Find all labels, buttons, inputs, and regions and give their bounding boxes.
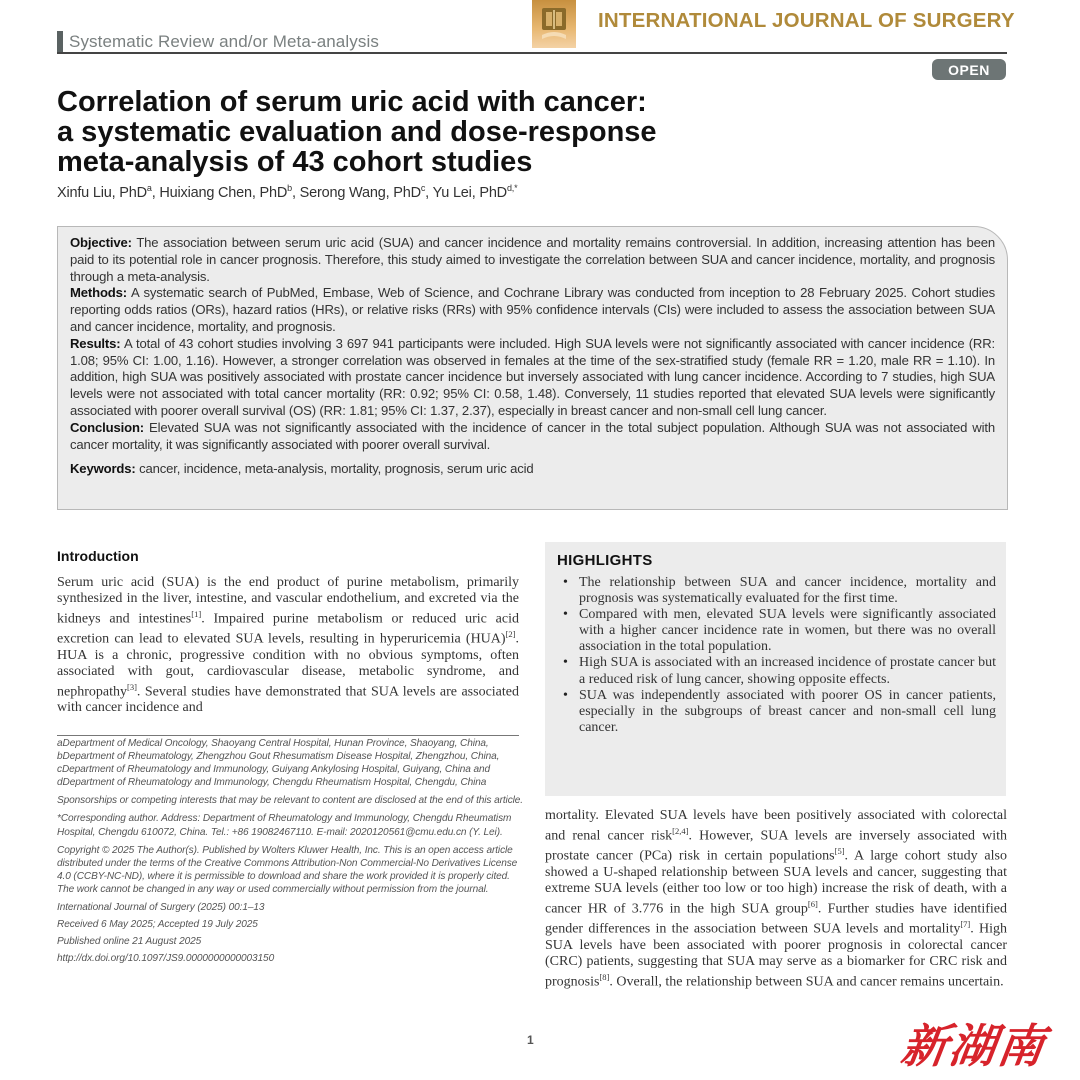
section-label: [57, 30, 379, 54]
abstract-methods: [70, 285, 995, 335]
conclusion-label: Conclusion:: [70, 419, 144, 435]
header-rule: [57, 52, 1007, 54]
body-text: . Several studies have demonstrated that SUA levels are associated with cancer incidence and: [57, 684, 519, 716]
results-text: A total of 43 cohort studies involving 3 697 941 participants were included. High SUA levels were not significantly associated with cancer incidence (RR: 1.08; 95% CI: 1.00, 1.16). However, a stronger correlation was observed in females at the time of the sex-stratified study (female RR = 1.20, male RR = 1.10). In addition, high SUA was positively associated with prostate cancer incidence but inversely associated with lung cancer incidence. According to 7 studies, high SUA levels were not associated with total cancer mortality (RR: 0.92; 95% CI: 0.58, 1.48). Conversely, 11 studies reported that elevated SUA levels were significantly associated with poorer overall survival (OS) (RR: 1.81; 95% CI: 1.37, 2.37), especially in breast cancer and non-small cell lung cancer.: [70, 335, 996, 418]
footnotes: [57, 737, 527, 969]
body-text: . Further studies have identified gender differences in the association between SUA levels and mortality: [545, 901, 1007, 938]
citation-link[interactable]: [5]: [834, 846, 845, 857]
abstract-results: [70, 336, 995, 420]
author-affiliation-mark: c: [420, 183, 426, 193]
methods-text: A systematic search of PubMed, Embase, Web of Science, and Cochrane Library was conducted from inception to 28 February 2025. Cohort studies reporting odds ratios (ORs), hazard ratios (HRs), or relative risks (RRs) with 95% confidence intervals (CIs) were included to assess the association between SUA and cancer incidence, mortality, and prognosis.: [70, 285, 996, 334]
results-label: Results:: [70, 335, 121, 351]
watermark-logo: 新湖南: [897, 1019, 1050, 1073]
abstract-box: [57, 226, 1008, 510]
body-text: . High SUA levels have been associated with poorer prognosis in colorectal cancer (CRC) patients, suggesting that SUA may serve as a biomarker for CRC risk and prognosis: [545, 922, 1007, 990]
corresponding-author: *Corresponding author. Address: Department of Rheumatology and Immunology, Chengdu Rheumatism Hospital, Chengdu 610072, China. Tel.: +86 19082467110. E-mail: 2020120561@cmu.edu.cn (Y. Lei).: [57, 813, 512, 838]
citation-link[interactable]: [2]: [505, 629, 516, 640]
methods-label: Methods:: [70, 285, 127, 301]
body-text: . Impaired purine metabolism or reduced uric acid excretion can lead to elevated SUA levels, resulting in hyperuricemia (HUA): [57, 611, 519, 648]
published-date: Published online 21 August 2025: [57, 936, 202, 948]
affiliations: aDepartment of Medical Oncology, Shaoyang Central Hospital, Hunan Province, Shaoyang, China, bDepartment of Rheumatology, Zhengzhou Gout Rhesumatism Disease Hospital, Zhengzhou, China, cDepartment of Rheumatology and Immunology, Guiyang Ankylosing Hospital, Guiyang, China and dDepartment of Rheumatology and Immunology, Chengdu Rheumatism Hospital, Chengdu, China: [57, 738, 500, 789]
author-name: Yu Lei, PhD: [432, 184, 507, 201]
body-text: Serum uric acid (SUA) is the end product of purine metabolism, primarily synthesized in the liver, intestine, and vascular endothelium, and excreted via the kidneys and intestines: [57, 575, 519, 627]
journal-citation: International Journal of Surgery (2025) 00:1–13: [57, 902, 265, 914]
objective-label: Objective:: [70, 235, 132, 250]
highlight-item: • The relationship between SUA and cancer incidence, mortality and prognosis was systematically evaluated for the first time.: [557, 575, 996, 607]
open-access-badge: OPEN: [932, 59, 1006, 80]
received-accepted-dates: Received 6 May 2025; Accepted 19 July 2025: [57, 919, 258, 931]
keywords-label: Keywords:: [70, 461, 136, 477]
author-affiliation-mark: b: [287, 183, 292, 193]
body-text: . HUA is a chronic, progressive condition with no obvious symptoms, often associated with gout, cardiovascular disease, metabolic syndrome, and nephropathy: [57, 632, 519, 700]
author-affiliation-mark: d,*: [506, 183, 518, 193]
section-label-bar: [57, 31, 63, 53]
objective-text: The association between serum uric acid (SUA) and cancer incidence and mortality remains controversial. In addition, increasing attention has been paid to its potential role in cancer prognosis. Therefore, this study aimed to investigate the correlation between SUA and cancer incidence, mortality, and prognosis through a meta-analysis.: [70, 235, 995, 284]
highlight-item: • Compared with men, elevated SUA levels were significantly associated with a higher cancer incidence rate in women, but there was no overall association in the total population.: [557, 607, 996, 655]
author-name: Serong Wang, PhD: [299, 184, 421, 201]
citation-link[interactable]: [2,4]: [672, 825, 689, 836]
highlight-item: • High SUA is associated with an increased incidence of prostate cancer but a reduced risk of lung cancer, showing opposite effects.: [557, 655, 996, 687]
abstract-conclusion: [70, 420, 995, 454]
section-label-text: Systematic Review and/or Meta-analysis: [69, 32, 379, 51]
author-name: Xinfu Liu, PhD: [57, 184, 147, 201]
author-affiliation-mark: a: [146, 183, 152, 193]
journal-name: INTERNATIONAL JOURNAL OF SURGERY: [598, 9, 1015, 32]
introduction-body: [57, 575, 519, 716]
title-line: Correlation of serum uric acid with cancer:: [57, 86, 647, 118]
highlights-list: [557, 575, 996, 736]
highlights-heading: HIGHLIGHTS: [557, 552, 653, 569]
author-list: Xinfu Liu, PhD$^a$, Huixiang Chen, PhD$^b$, Serong Wang, PhD$^c$, Yu Lei, PhD$^{d,*}$: [57, 183, 518, 201]
article-title: [57, 87, 957, 177]
conclusion-text: Elevated SUA was not significantly associated with the incidence of cancer in the total subject population. Although SUA was not associated with cancer mortality, it was significantly associated with poorer overall survival.: [70, 419, 995, 452]
doi-link[interactable]: http://dx.doi.org/10.1097/JS9.0000000000003150: [57, 953, 275, 965]
journal-crest-icon: [532, 0, 576, 48]
keywords-text: cancer, incidence, meta-analysis, mortality, prognosis, serum uric acid: [139, 461, 534, 477]
highlight-item: • SUA was independently associated with poorer OS in cancer patients, especially in the subgroups of breast cancer and non-small cell lung cancer.: [557, 688, 996, 736]
body-text: mortality. Elevated SUA levels have been positively associated with colorectal and renal cancer risk: [545, 808, 1007, 844]
page-number: 1: [527, 1033, 534, 1047]
introduction-continuation: [545, 808, 1007, 990]
highlights-box: [545, 542, 1006, 796]
author-name: Huixiang Chen, PhD: [159, 184, 288, 201]
citation-link[interactable]: [8]: [599, 971, 610, 982]
abstract-keywords: [70, 461, 995, 478]
title-line: meta-analysis of 43 cohort studies: [57, 146, 533, 178]
citation-link[interactable]: [7]: [960, 919, 971, 930]
citation-link[interactable]: [3]: [126, 681, 137, 692]
body-text: . A large cohort study also showed a U-shaped relationship between SUA levels and cancer, suggesting that extreme SUA levels (either too low or too high) increase the risk of death, with a cancer HR of 3.776 in the high SUA group: [545, 849, 1007, 917]
copyright-notice: Copyright © 2025 The Author(s). Published by Wolters Kluwer Health, Inc. This is an open access article distributed under the terms of the Creative Commons Attribution-Non Commercial-No Derivatives License 4.0 (CCBY-NC-ND), where it is permissible to download and share the work provided it is properly cited. The work cannot be changed in any way or used commercially without permission from the journal.: [57, 844, 518, 895]
introduction-heading: Introduction: [57, 548, 139, 564]
footnote-divider: [57, 735, 519, 736]
citation-link[interactable]: [6]: [807, 898, 818, 909]
title-line: a systematic evaluation and dose-response: [57, 116, 657, 148]
body-text: . Overall, the relationship between SUA and cancer remains uncertain.: [609, 974, 1004, 990]
sponsorship-note: Sponsorships or competing interests that may be relevant to content are disclosed at the end of this article.: [57, 795, 524, 807]
citation-link[interactable]: [1]: [191, 608, 202, 619]
abstract-objective: [70, 235, 995, 285]
body-text: . However, SUA levels are inversely associated with prostate cancer (PCa) risk in certain populations: [545, 828, 1007, 865]
